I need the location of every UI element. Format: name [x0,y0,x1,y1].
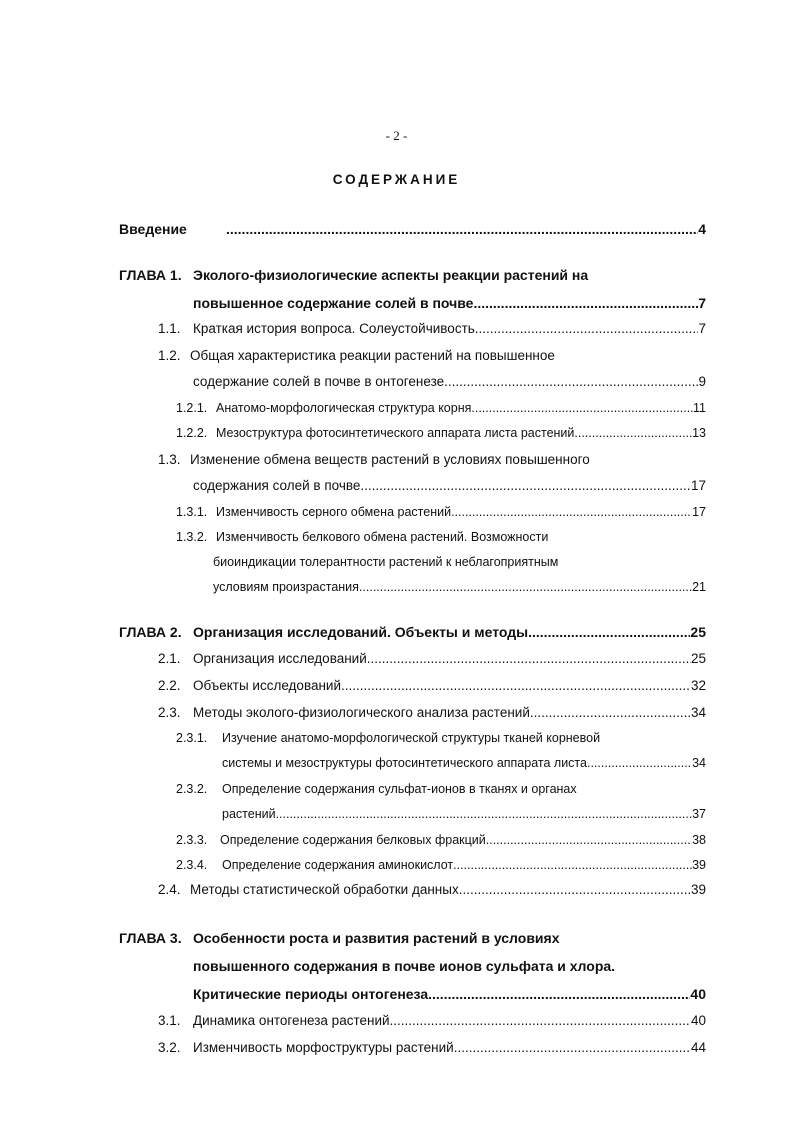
toc-label-cont: биоиндикации толерантности растений к неблагоприятным [213,555,559,569]
toc-entry-1-2[interactable] [0,346,793,366]
toc-num: 2.3.4. [176,858,208,872]
toc-chapter-1-cont[interactable] [0,293,793,313]
toc-label: Методы статистической обработки данных [190,882,459,897]
toc-num: 2.3.3. [176,833,208,847]
toc-label-cont: содержания солей в почве [193,478,361,493]
toc-chapter-1[interactable] [0,265,793,285]
toc-label: Определение содержания белковых фракций [220,833,486,847]
dot-leader [341,676,691,696]
toc-label: Определение содержания аминокислот [222,858,454,872]
toc-label: Изменчивость серного обмена растений [216,505,452,519]
toc-entry-1-3-2[interactable] [0,527,793,547]
toc-page: 39 [692,858,706,872]
chapter-title: Особенности роста и развития растений в условиях [193,930,560,946]
page-title: СОДЕРЖАНИЕ [332,172,461,187]
toc-page: 9 [698,374,706,389]
toc-num: 2.2. [158,678,181,693]
dot-leader [473,293,698,313]
toc-page: 38 [692,833,706,847]
dot-leader [471,398,693,418]
toc-chapter-2[interactable] [0,622,793,642]
toc-page: 40 [690,1013,706,1028]
chapter-title: Организация исследований. Объекты и методы [193,624,529,640]
toc-entry-2-3-2-cont[interactable] [0,804,793,824]
toc-page: 21 [692,580,706,594]
toc-entry-3-2[interactable] [0,1038,793,1058]
toc-page: 34 [692,756,706,770]
dot-leader [359,577,692,597]
toc-leader [226,219,706,239]
dot-leader [454,1038,691,1058]
toc-label: Изменение обмена веществ растений в условиях повышенного [190,452,590,467]
toc-page: 11 [693,401,706,415]
toc-page: 32 [690,678,706,693]
toc-label: Организация исследований [193,651,367,666]
toc-chapter-3-cont2[interactable] [0,984,793,1004]
dot-leader [444,372,698,392]
toc-num: 1.3.1. [176,505,208,519]
toc-entry-intro[interactable] [0,219,793,239]
toc-num: 2.4. [158,882,181,897]
toc-label-cont: системы и мезоструктуры фотосинтетического аппарата листа [222,756,587,770]
toc-page: 17 [692,505,706,519]
toc-entry-1-2-2[interactable] [0,423,793,443]
toc-page: 13 [692,426,706,440]
dot-leader [459,880,691,900]
toc-entry-3-1[interactable] [0,1011,793,1031]
toc-num: 2.1. [158,651,181,666]
toc-num: 1.3. [158,452,181,467]
toc-entry-2-2[interactable] [0,676,793,696]
toc-entry-2-1[interactable] [0,649,793,669]
toc-entry-1-3-2-cont[interactable] [0,552,793,572]
toc-label: Общая характеристика реакции растений на повышенное [190,348,555,363]
toc-label: Изучение анатомо-морфологической структуры тканей корневой [222,731,601,745]
toc-label: Изменчивость белкового обмена растений. Возможности [216,530,549,544]
toc-entry-2-3-1[interactable] [0,728,793,748]
dot-leader [475,319,699,339]
dot-leader [530,703,691,723]
chapter-title: Эколого-физиологические аспекты реакции растений на [193,267,589,283]
toc-num: 3.2. [158,1040,181,1055]
toc-num: 1.2.2. [176,426,208,440]
dot-leader [486,830,692,850]
toc-label: Краткая история вопроса. Солеустойчивость [193,321,475,336]
toc-entry-1-1[interactable] [0,319,793,339]
dot-leader [390,1011,691,1031]
dot-leader [587,753,692,773]
toc-chapter-3-cont[interactable] [0,956,793,976]
toc-page: 39 [690,882,706,897]
toc-label: Объекты исследований [193,678,342,693]
toc-label-cont: условиям произрастания [213,580,359,594]
toc-label: Мезоструктура фотосинтетического аппарата листа растений [216,426,575,440]
toc-page: 7 [698,295,706,311]
toc-page: 37 [692,807,706,821]
dot-leader [226,219,698,239]
dot-leader [276,804,693,824]
toc-entry-1-3-cont[interactable] [0,476,793,496]
chapter-number: ГЛАВА 1. [119,267,182,283]
toc-label: Изменчивость морфоструктуры растений [193,1040,454,1055]
toc-page: 40 [690,986,706,1002]
page-number: - 2 - [385,128,408,143]
toc-entry-1-2-cont[interactable] [0,372,793,392]
toc-page: 7 [698,321,706,336]
toc-label: Определение содержания сульфат-ионов в тканях и органах [222,782,577,796]
toc-num: 1.1. [158,321,181,336]
chapter-number: ГЛАВА 3. [119,930,182,946]
chapter-title-cont: повышенного содержания в почве ионов сульфата и хлора. [193,958,616,974]
toc-num: 1.2.1. [176,401,208,415]
chapter-title-cont: повышенное содержание солей в почве [193,295,474,311]
dot-leader [453,855,692,875]
toc-label-cont: растений [222,807,276,821]
toc-num: 3.1. [158,1013,181,1028]
toc-label: Методы эколого-физиологического анализа растений [193,705,530,720]
toc-entry-2-3-4[interactable] [0,855,793,875]
toc-page: 4 [698,221,706,237]
toc-label: Динамика онтогенеза растений [193,1013,390,1028]
toc-num: 2.3.1. [176,731,208,745]
toc-entry-2-4[interactable] [0,880,793,900]
dot-leader [528,622,690,642]
toc-entry-1-2-1[interactable] [0,398,793,418]
toc-chapter-3[interactable] [0,928,793,948]
toc-entry-2-3-1-cont[interactable] [0,753,793,773]
chapter-number: ГЛАВА 2. [119,624,182,640]
toc-label: Анатомо-морфологическая структура корня [216,401,472,415]
toc-num: 2.3.2. [176,782,208,796]
toc-page: 44 [690,1040,706,1055]
toc-entry-2-3[interactable] [0,703,793,723]
toc-num: 1.2. [158,348,181,363]
toc-page: 17 [690,478,706,493]
toc-label-cont: содержание солей в почве в онтогенезе [193,374,445,389]
dot-leader [574,423,692,443]
toc-num: 2.3. [158,705,181,720]
toc-entry-2-3-2[interactable] [0,779,793,799]
toc-page: 25 [690,624,706,640]
toc-entry-2-3-3[interactable] [0,830,793,850]
dot-leader [360,476,691,496]
toc-entry-1-3[interactable] [0,450,793,470]
toc-entry-1-3-2-cont2[interactable] [0,577,793,597]
toc-page: 34 [690,705,706,720]
dot-leader [451,502,692,522]
dot-leader [367,649,691,669]
toc-label: Введение [119,221,187,237]
toc-num: 1.3.2. [176,530,208,544]
dot-leader [428,984,690,1004]
toc-page: 25 [690,651,706,666]
toc-entry-1-3-1[interactable] [0,502,793,522]
chapter-title-cont: Критические периоды онтогенеза [193,986,429,1002]
